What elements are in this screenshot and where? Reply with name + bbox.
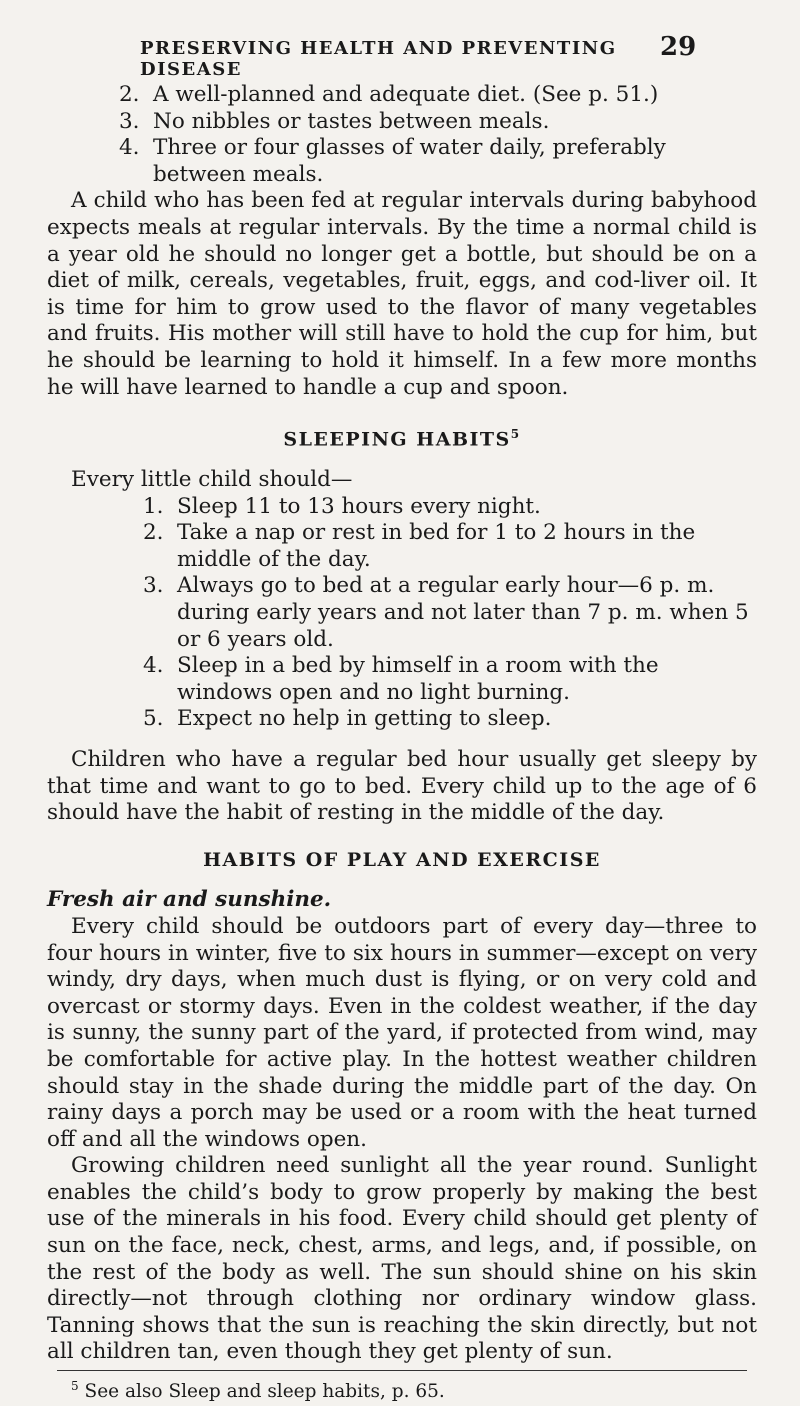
sunlight-paragraph: Growing children need sunlight all the year round. Sunlight enables the child’s body to grow properly by making the best use of the minerals in his food. Every child should get plenty of sun on the face, neck, chest, arms, and legs, and, if possible, on the rest of the body as well. The sun should shine on his skin directly—not through clothing nor ordinary window glass. Tanning shows that the sun is reaching the skin directly, but not all children tan, even though they get plenty of sun. xyxy=(47,1153,757,1365)
header-title: PRESERVING HEALTH AND PREVENTING DISEASE xyxy=(140,38,617,80)
sleeping-intro: Every little child should— xyxy=(71,467,353,493)
fresh-air-subheading: Fresh air and sunshine. xyxy=(47,887,332,913)
sleeping-list xyxy=(143,494,757,733)
fresh-air-paragraph: Every child should be outdoors part of every day—three to four hours in winter, five to six hours in summer—except on very windy, dry days, when much dust is flying, or on very cold and overcast or stormy days. Even in the coldest weather, if the day is sunny, the sunny part of the yard, if protected from wind, may be comfortable for active play. In the hottest weather children should stay in the shade during the middle part of the day. On rainy days a porch may be used or a room with the heat turned off and all the windows open. xyxy=(47,913,757,1152)
footnote-divider xyxy=(57,1370,747,1371)
running-header xyxy=(140,32,697,80)
diet-list xyxy=(119,82,757,188)
list-item: 2. A well-planned and adequate diet. (See p. 51.) xyxy=(119,82,659,107)
list-item: 4. Sleep in a bed by himself in a room with the windows open and no light burning. xyxy=(143,653,659,705)
footnote-reference: 5 xyxy=(510,427,521,442)
footnote: $^5$ See also Sleep and sleep habits, p. 65. xyxy=(71,1379,445,1403)
list-item: 3. No nibbles or tastes between meals. xyxy=(119,108,550,134)
list-item: 1. Sleep 11 to 13 hours every night. xyxy=(143,493,541,519)
sleeping-paragraph: Children who have a regular bed hour usually get sleepy by that time and want to go to bed. Every child up to the age of 6 should have the habit of resting in the middle of the day. xyxy=(47,746,757,826)
list-item: 5. Expect no help in getting to sleep. xyxy=(143,706,552,732)
play-exercise-heading: HABITS OF PLAY AND EXERCISE xyxy=(203,848,601,871)
diet-paragraph: A child who has been fed at regular intervals during babyhood expects meals at regular intervals. By the time a normal child is a year old he should no longer get a bottle, but should be on a diet of milk, cereals, vegetables, fruit, eggs, and cod-liver oil. It is time for him to grow used to the flavor of many vegetables and fruits. His mother will still have to hold the cup for him, but he should be learning to hold it himself. In a few more months he will have learned to handle a cup and spoon. xyxy=(47,188,757,400)
page-body xyxy=(47,82,757,1406)
page-number: 29 xyxy=(660,32,697,62)
list-item: 4. Three or four glasses of water daily, preferably between meals. xyxy=(119,135,666,187)
list-item: 3. Always go to bed at a regular early hour—6 p. m. during early years and not later than 7 p. m. when 5 or 6 years old. xyxy=(143,573,749,652)
list-item: 2. Take a nap or rest in bed for 1 to 2 hours in the middle of the day. xyxy=(143,520,696,572)
sleeping-habits-heading: SLEEPING HABITS$^5$ xyxy=(283,427,521,451)
